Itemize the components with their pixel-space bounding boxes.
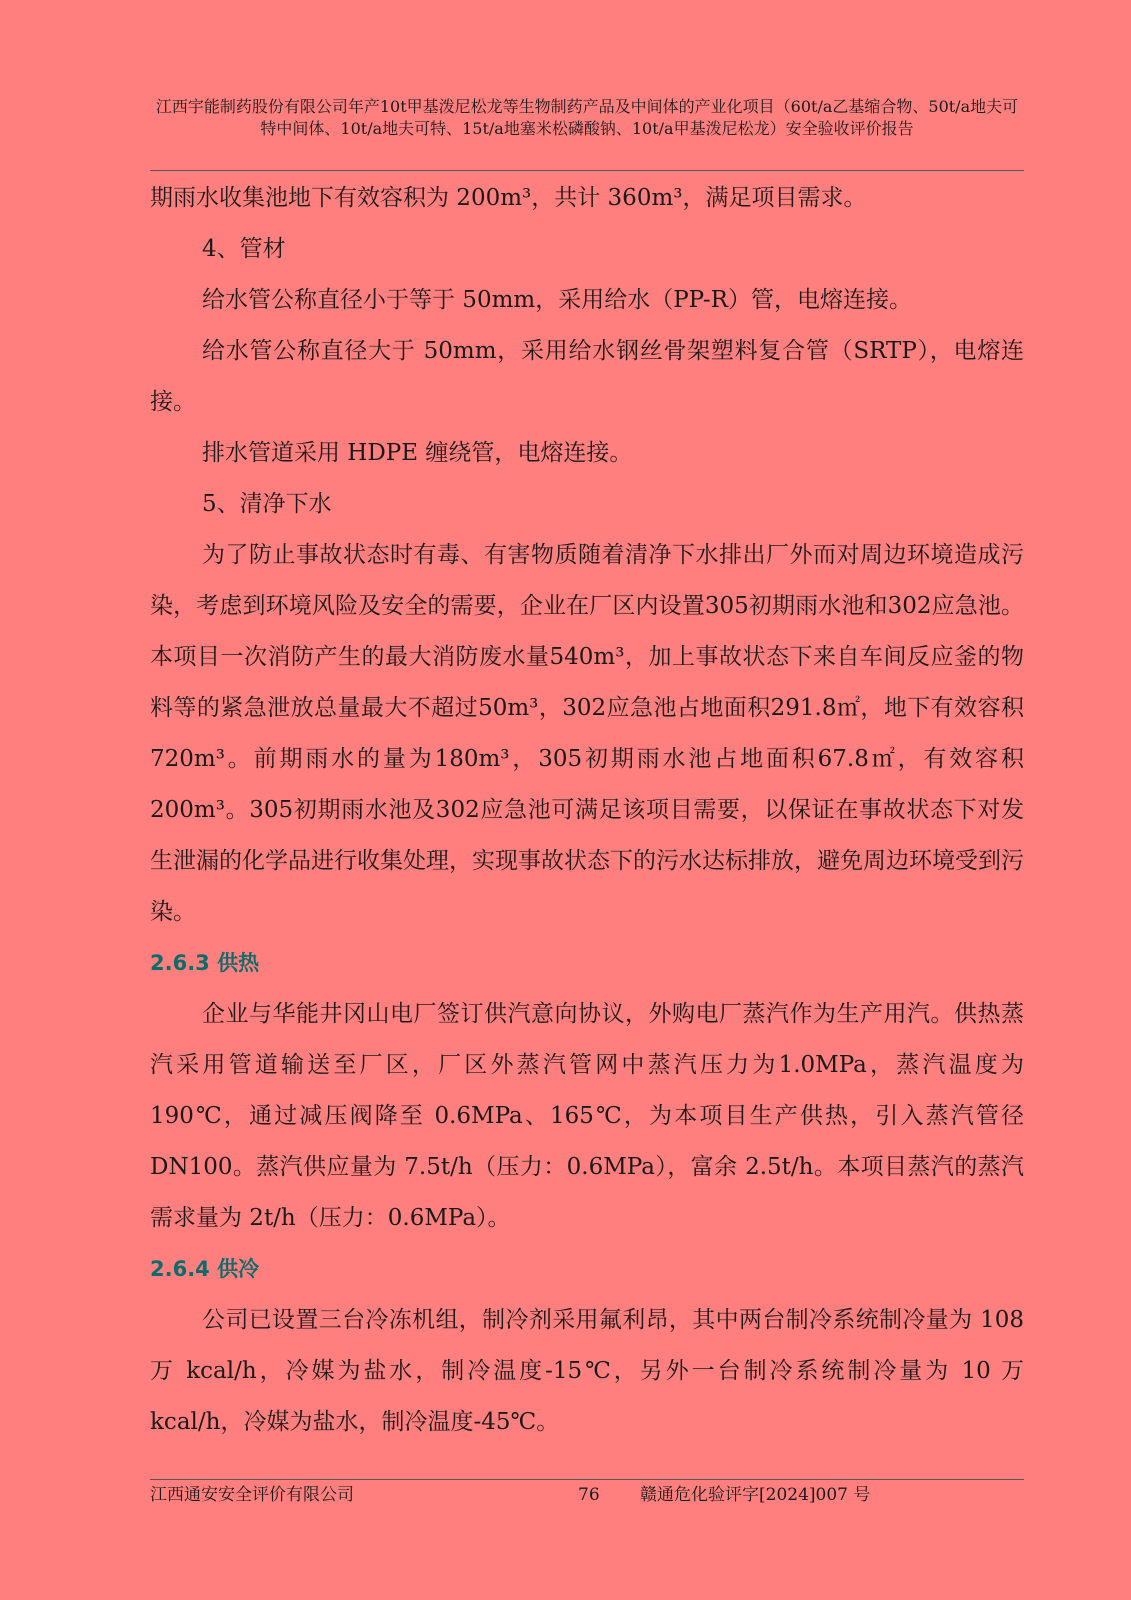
paragraph: 给水管公称直径大于 50mm，采用给水钢丝骨架塑料复合管（SRTP），电熔连接。 — [150, 338, 1024, 415]
paragraph: 企业与华能井冈山电厂签订供汽意向协议，外购电厂蒸汽作为生产用汽。供热蒸汽采用管道输送至厂区，厂区外蒸汽管网中蒸汽压力为1.0MPa，蒸汽温度为 190℃，通过减压阀降至 0.6MPa、165℃，为本项目生产供热，引入蒸汽管径 DN100。蒸汽供应量为 7.5t/h（压力：0.6MPa），富余 2.5t/h。本项目蒸汽的蒸汽需求量为 2t/h（压力：0.6MPa）。 — [150, 1001, 1024, 1231]
section-label: 5、清净下水 — [202, 491, 332, 517]
section-heading: 2.6.3 供热 — [150, 951, 260, 975]
footer-divider — [150, 1479, 1024, 1480]
section-heading: 2.6.4 供冷 — [150, 1257, 260, 1281]
page-header — [150, 96, 1024, 140]
paragraph: 为了防止事故状态时有毒、有害物质随着清净下水排出厂外而对周边环境造成污染，考虑到环境风险及安全的需要，企业在厂区内设置305初期雨水池和302应急池。本项目一次消防产生的最大消防废水量540m³，加上事故状态下来自车间反应釜的物料等的紧急泄放总量最大不超过50m³，302应急池占地面积291.8㎡，地下有效容积720m³。前期雨水的量为180m³，305初期雨水池占地面积67.8㎡，有效容积200m³。305初期雨水池及302应急池可满足该项目需要，以保证在事故状态下对发生泄漏的化学品进行收集处理，实现事故状态下的污水达标排放，避免周边环境受到污染。 — [150, 542, 1024, 925]
header-divider — [150, 170, 1024, 171]
paragraph: 期雨水收集池地下有效容积为 200m³，共计 360m³，满足项目需求。 — [150, 185, 867, 211]
document-number: 赣通危化验评字[2024]007 号 — [640, 1485, 871, 1505]
paragraph: 给水管公称直径小于等于 50mm，采用给水（PP-R）管，电熔连接。 — [202, 287, 912, 313]
footer-company: 江西通安安全评价有限公司 — [150, 1485, 354, 1505]
section-label: 4、管材 — [202, 236, 286, 262]
paragraph: 公司已设置三台冷冻机组，制冷剂采用氟利昂，其中两台制冷系统制冷量为 108 万 kcal/h，冷媒为盐水，制冷温度-15℃，另外一台制冷系统制冷量为 10 万 kcal/h，冷媒为盐水，制冷温度-45℃。 — [150, 1307, 1024, 1435]
paragraph: 排水管道采用 HDPE 缠绕管，电熔连接。 — [202, 440, 633, 466]
document-body — [150, 173, 1024, 1448]
page-number: 76 — [578, 1485, 600, 1505]
report-title: 江西宇能制药股份有限公司年产10t甲基泼尼松龙等生物制药产品及中间体的产业化项目（60t/a乙基缩合物、50t/a地夫可特中间体、10t/a地夫可特、15t/a地塞米松磷酸钠、10t/a甲基泼尼松龙）安全验收评价报告 — [155, 97, 1019, 138]
